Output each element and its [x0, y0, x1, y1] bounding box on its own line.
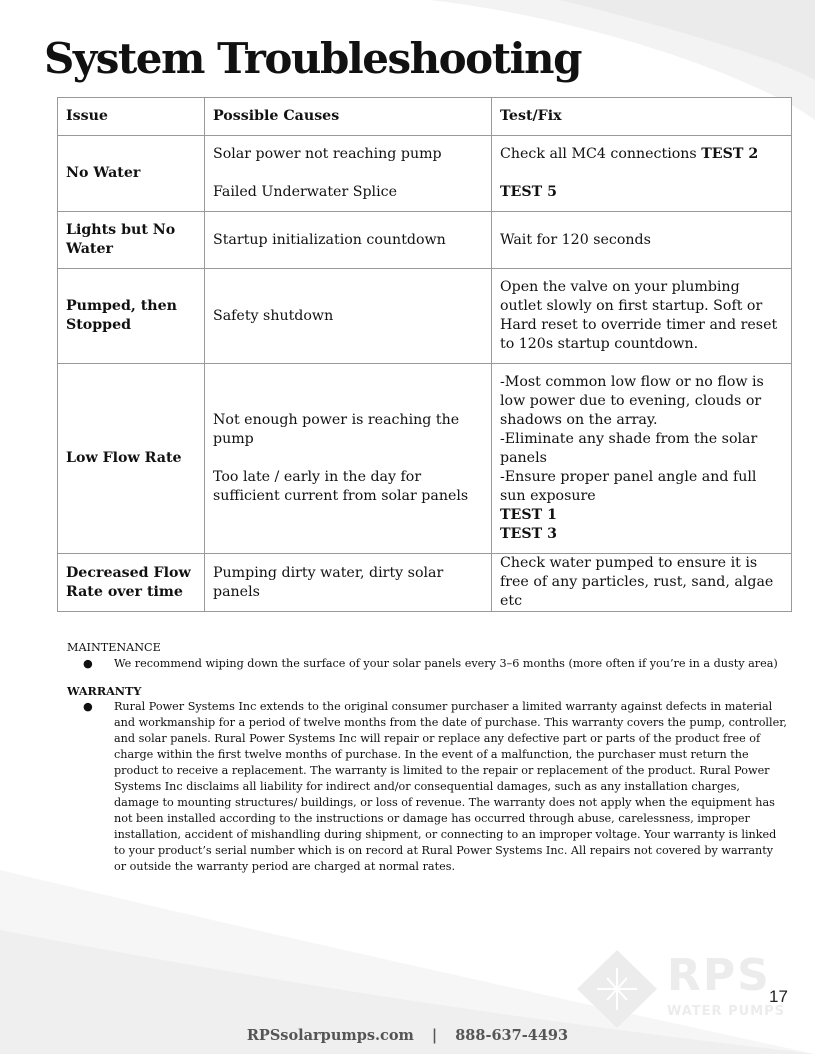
- causes-cell: Pumping dirty water, dirty solar panels: [205, 554, 492, 612]
- issue-cell: Pumped, then Stopped: [58, 269, 205, 364]
- solar-panel-diamond-icon: [575, 948, 659, 1030]
- fix-cell: Open the valve on your plumbing outlet slowly on first startup. Soft or Hard reset to override timer and reset to 120s startup countdown.: [492, 269, 792, 364]
- maintenance-text: We recommend wiping down the surface of your solar panels every 3–6 months (more often if you’re in a dusty area): [114, 657, 778, 670]
- footer-website-link[interactable]: RPSsolarpumps.com: [246, 1027, 414, 1044]
- column-header-issue: Issue: [58, 98, 205, 136]
- column-header-causes: Possible Causes: [205, 98, 492, 136]
- footer-phone: 888-637-4493: [455, 1027, 569, 1044]
- test-reference: TEST 3: [500, 526, 557, 542]
- issue-cell: Lights but No Water: [58, 212, 205, 269]
- fix-cell: Check water pumped to ensure it is free of any particles, rust, sand, algae etc: [492, 554, 792, 612]
- notes-section: [67, 640, 787, 875]
- fix-text: -Most common low flow or no flow is low power due to evening, clouds or shadows on the array.: [500, 374, 764, 428]
- cause-text: Solar power not reaching pump: [213, 146, 442, 162]
- list-item: [67, 699, 787, 875]
- warranty-heading: WARRANTY: [67, 684, 142, 698]
- causes-cell: [205, 136, 492, 212]
- fix-text: Check all MC4 connections: [500, 146, 702, 162]
- maintenance-list: [67, 656, 787, 672]
- table-row: [58, 554, 792, 612]
- fix-text: -Eliminate any shade from the solar panels: [500, 431, 758, 466]
- causes-cell: Startup initialization countdown: [205, 212, 492, 269]
- page-title: System Troubleshooting: [44, 34, 581, 83]
- issue-cell: Decreased Flow Rate over time: [58, 554, 205, 612]
- table-row: [58, 269, 792, 364]
- column-header-test-fix: Test/Fix: [492, 98, 792, 136]
- table-row: [58, 364, 792, 554]
- table-row: [58, 212, 792, 269]
- cause-text: Too late / early in the day for sufficient current from solar panels: [213, 469, 469, 504]
- fix-cell: Wait for 120 seconds: [492, 212, 792, 269]
- footer-separator: |: [431, 1027, 438, 1044]
- page-footer: [0, 1027, 815, 1044]
- table-header-row: [58, 98, 792, 136]
- table-row: [58, 136, 792, 212]
- logo-tagline: WATER PUMPS: [667, 1004, 786, 1019]
- warranty-list: [67, 699, 787, 875]
- causes-cell: [205, 364, 492, 554]
- rps-watermark-logo: [575, 948, 790, 1030]
- maintenance-heading: MAINTENANCE: [67, 641, 161, 654]
- fix-cell: [492, 364, 792, 554]
- page-number: 17: [769, 987, 788, 1006]
- causes-cell: Safety shutdown: [205, 269, 492, 364]
- test-reference: TEST 2: [701, 146, 759, 162]
- cause-text: Failed Underwater Splice: [213, 184, 397, 200]
- troubleshooting-table: [57, 97, 792, 612]
- fix-cell: [492, 136, 792, 212]
- issue-cell: No Water: [58, 136, 205, 212]
- list-item: [67, 656, 787, 672]
- test-reference: TEST 1: [500, 507, 557, 523]
- warranty-text: Rural Power Systems Inc extends to the original consumer purchaser a limited warranty against defects in material and workmanship for a period of twelve months from the date of purchase. This warranty covers the pump, controller, and solar panels. Rural Power Systems Inc will repair or replace any defective part or parts of the product free of charge within the first twelve months of purchase. In the event of a malfunction, the purchaser must return the product to receive a replacement. The warranty is limited to the repair or replacement of the product. Rural Power Systems Inc disclaims all liability for indirect and/or consequential damages, such as any installation charges, damage to mounting structures/ buildings, or loss of revenue. The warranty does not apply when the equipment has not been installed according to the instructions or damage has occurred through abuse, carelessness, improper installation, accident of mishandling during shipment, or connecting to an improper voltage. Your warranty is linked to your product’s serial number which is on record at Rural Power Systems Inc. All repairs not covered by warranty or outside the warranty period are charged at normal rates.: [114, 700, 787, 873]
- bullet-icon: ●: [83, 700, 93, 713]
- logo-wordmark: RPS: [667, 950, 771, 1001]
- test-reference: TEST 5: [500, 184, 557, 200]
- issue-cell: Low Flow Rate: [58, 364, 205, 554]
- fix-text: -Ensure proper panel angle and full sun exposure: [500, 469, 757, 504]
- bullet-icon: ●: [83, 657, 93, 670]
- cause-text: Not enough power is reaching the pump: [213, 412, 460, 447]
